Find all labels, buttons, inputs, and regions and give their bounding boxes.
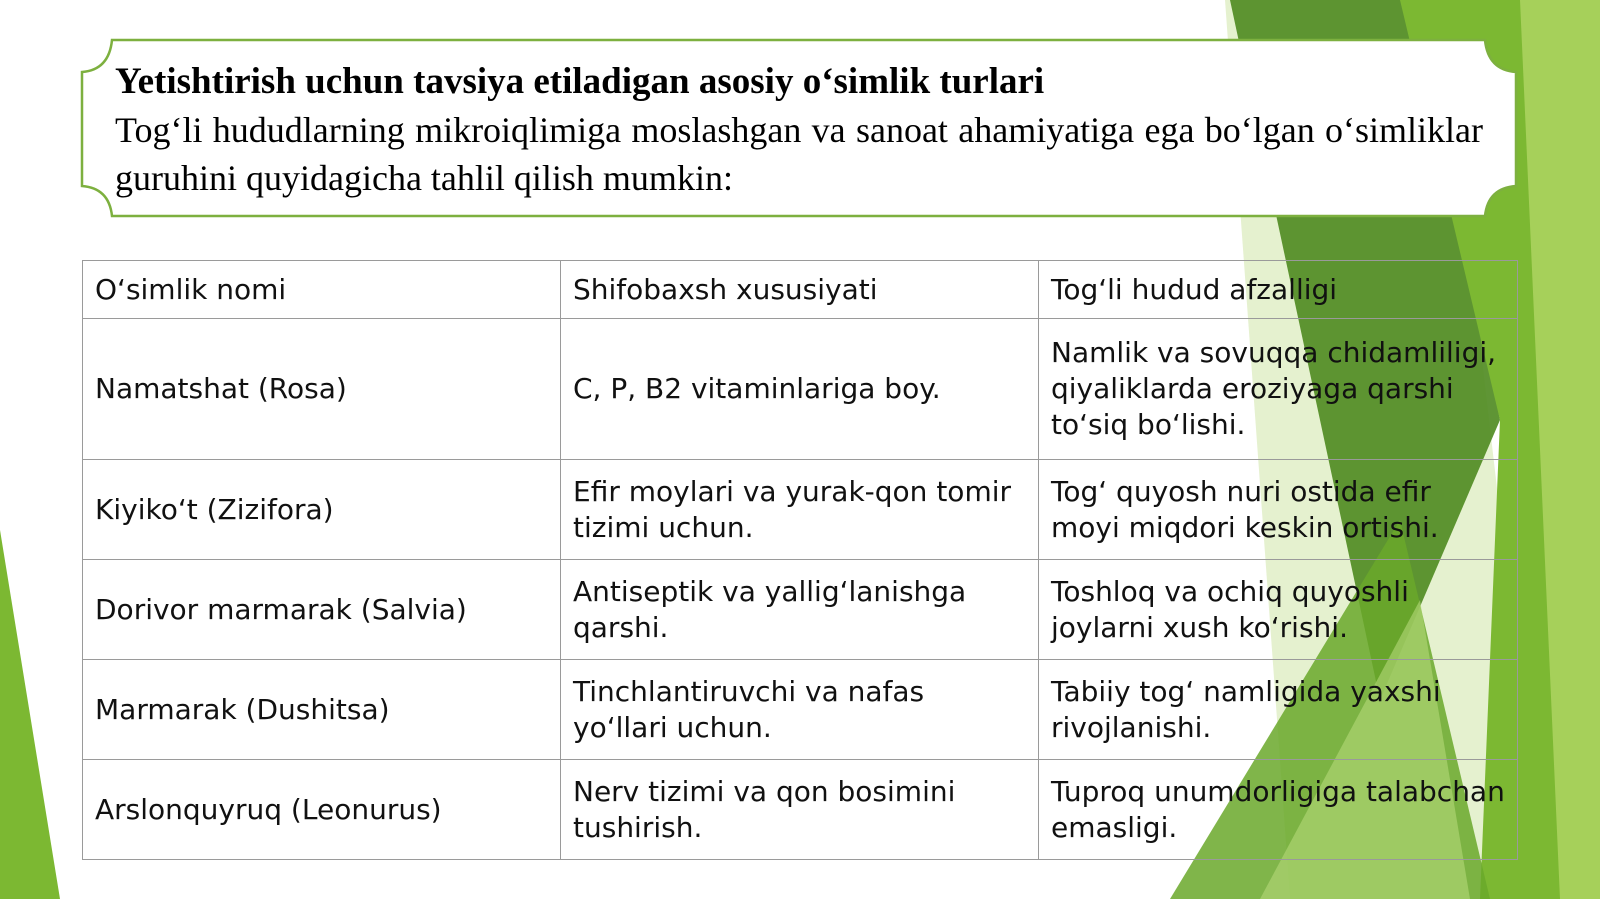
mountain-advantage-cell: Tuproq unumdorligiga talabchan emasligi.: [1039, 760, 1518, 860]
table-row: [83, 319, 1518, 460]
plants-table-wrap: [82, 260, 1517, 860]
plant-name-cell: Marmarak (Dushitsa): [83, 660, 561, 760]
header-plant-name: O‘simlik nomi: [83, 261, 561, 319]
header-healing-property: Shifobaxsh xususiyati: [561, 261, 1039, 319]
healing-property-cell: Efir moylari va yurak-qon tomir tizimi uchun.: [561, 460, 1039, 560]
mountain-advantage-cell: Tog‘ quyosh nuri ostida efir moyi miqdori keskin ortishi.: [1039, 460, 1518, 560]
header-mountain-advantage: Tog‘li hudud afzalligi: [1039, 261, 1518, 319]
callout-text: [115, 58, 1483, 202]
plant-name-cell: Namatshat (Rosa): [83, 319, 561, 460]
table-row: [83, 560, 1518, 660]
plant-name-cell: Kiyiko‘t (Zizifora): [83, 460, 561, 560]
plant-name-cell: Dorivor marmarak (Salvia): [83, 560, 561, 660]
table-header-row: [83, 261, 1518, 319]
healing-property-cell: Nerv tizimi va qon bosimini tushirish.: [561, 760, 1039, 860]
mountain-advantage-cell: Toshloq va ochiq quyoshli joylarni xush ko‘rishi.: [1039, 560, 1518, 660]
healing-property-cell: Tinchlantiruvchi va nafas yo‘llari uchun.: [561, 660, 1039, 760]
healing-property-cell: Antiseptik va yallig‘lanishga qarshi.: [561, 560, 1039, 660]
plants-table: [82, 260, 1518, 860]
callout-body: Tog‘li hududlarning mikroiqlimiga moslashgan va sanoat ahamiyatiga ega bo‘lgan o‘simliklar guruhini quyidagicha tahlil qilish mumkin:: [115, 110, 1483, 198]
plant-name-cell: Arslonquyruq (Leonurus): [83, 760, 561, 860]
healing-property-cell: C, P, B2 vitaminlariga boy.: [561, 319, 1039, 460]
table-row: [83, 460, 1518, 560]
callout-title: Yetishtirish uchun tavsiya etiladigan asosiy o‘simlik turlari: [115, 61, 1045, 102]
table-row: [83, 660, 1518, 760]
mountain-advantage-cell: Namlik va sovuqqa chidamliligi, qiyaliklarda eroziyaga qarshi to‘siq bo‘lishi.: [1039, 319, 1518, 460]
mountain-advantage-cell: Tabiiy tog‘ namligida yaxshi rivojlanishi.: [1039, 660, 1518, 760]
table-row: [83, 760, 1518, 860]
